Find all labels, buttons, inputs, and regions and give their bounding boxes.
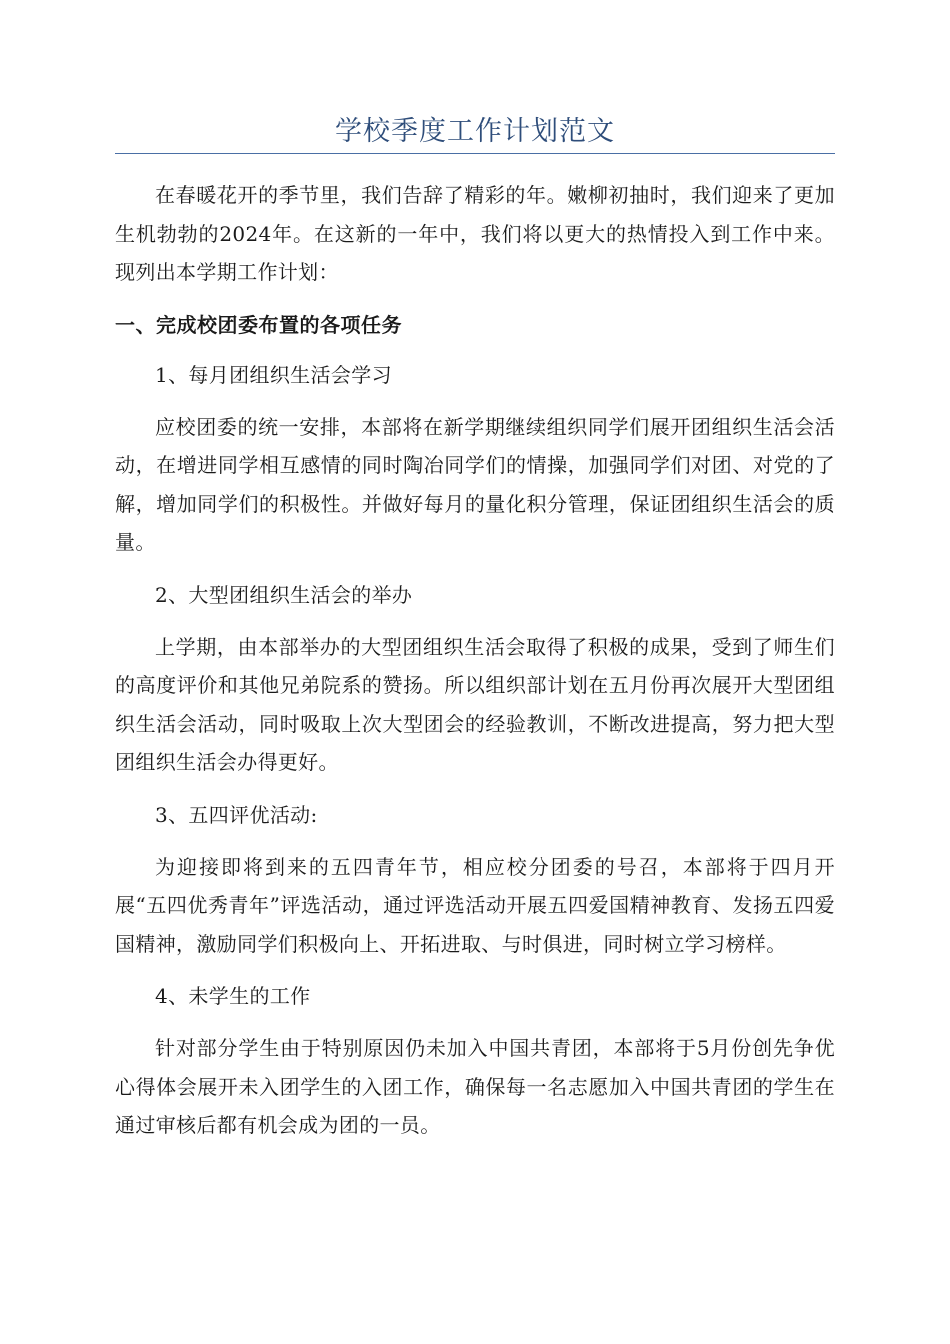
subheading-3: 3、五四评优活动: <box>155 802 318 827</box>
paragraph-2: 上学期，由本部举办的大型团组织生活会取得了积极的成果，受到了师生们的高度评价和其他兄弟院系的赞扬。所以组织部计划在五月份再次展开大型团组织生活会活动，同时吸取上次大型团会的经验教训，不断改进提高，努力把大型团组织生活会办得更好。 <box>115 634 835 774</box>
section-heading: 一、完成校团委布置的各项任务 <box>115 312 402 337</box>
subheading-1: 1、每月团组织生活会学习 <box>155 362 392 387</box>
document-body <box>115 176 835 1159</box>
paragraph-3: 为迎接即将到来的五四青年节，相应校分团委的号召，本部将于四月开展“五四优秀青年”评选活动，通过评选活动开展五四爱国精神教育、发扬五四爱国精神，激励同学们积极向上、开拓进取、与时俱进，同时树立学习榜样。 <box>115 854 835 956</box>
subheading-4: 4、未学生的工作 <box>155 984 311 1008</box>
paragraph-4: 针对部分学生由于特别原因仍未加入中国共青团，本部将于5月份创先争优心得体会展开未入团学生的入团工作，确保每一名志愿加入中国共青团的学生在通过审核后都有机会成为团的一员。 <box>115 1036 835 1137</box>
intro-paragraph: 在春暖花开的季节里，我们告辞了精彩的年。嫩柳初抽时，我们迎来了更加生机勃勃的2024年。在这新的一年中，我们将以更大的热情投入到工作中来。现列出本学期工作计划： <box>115 183 835 284</box>
title-underline <box>115 153 835 154</box>
document-title: 学校季度工作计划范文 <box>335 116 615 147</box>
paragraph-1: 应校团委的统一安排，本部将在新学期继续组织同学们展开团组织生活会活动，在增进同学相互感情的同时陶冶同学们的情操，加强同学们对团、对党的了解，增加同学们的积极性。并做好每月的量化积分管理，保证团组织生活会的质量。 <box>115 414 835 554</box>
subheading-2: 2、大型团组织生活会的举办 <box>155 582 413 607</box>
